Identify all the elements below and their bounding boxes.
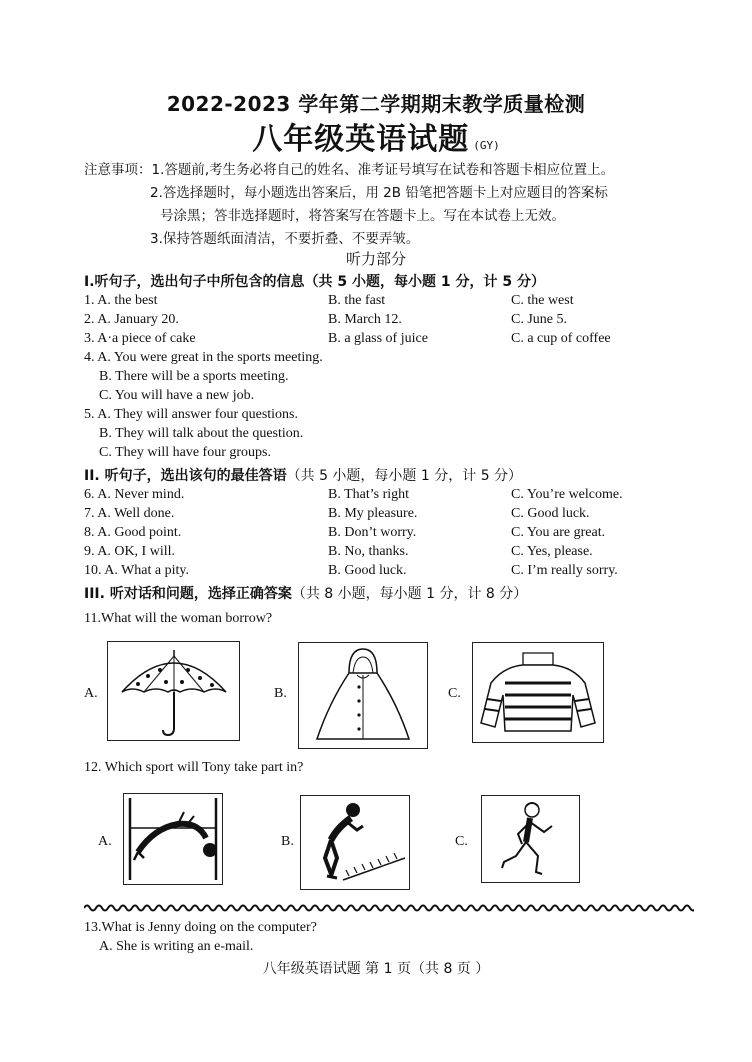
q11-label-b: B.: [274, 686, 287, 701]
q7-option-c: C. Good luck.: [511, 506, 590, 521]
q12-label-b: B.: [281, 834, 294, 849]
exam-title-main: 八年级英语试题: [252, 122, 470, 157]
exam-title-tag: (GY): [473, 139, 500, 152]
exam-title-line1: 2022-2023 学年第二学期期末教学质量检测: [166, 92, 586, 116]
note-line-1: 注意事项：1.答题前,考生务必将自己的姓名、准考证号填写在试卷和答题卡相应位置上。: [84, 162, 615, 178]
umbrella-image: [107, 641, 240, 741]
q9-option-a: 9. A. OK, I will.: [84, 544, 175, 559]
q8-option-b: B. Don’t worry.: [328, 525, 417, 540]
running-image: [481, 795, 580, 883]
q10-option-b: B. Good luck.: [328, 563, 407, 578]
q11-label-a: A.: [84, 686, 98, 701]
section2-heading-rest: （共 5 小题，每小题 1 分，计 5 分）: [286, 468, 523, 484]
q6-option-b: B. That’s right: [328, 487, 410, 502]
q8-option-a: 8. A. Good point.: [84, 525, 182, 540]
sweater-icon: [473, 643, 603, 742]
q6-option-c: C. You’re welcome.: [511, 487, 623, 502]
raincoat-image: [298, 642, 428, 749]
exam-title: [0, 114, 752, 158]
long-jump-image: [300, 795, 410, 890]
q7-option-a: 7. A. Well done.: [84, 506, 175, 521]
note-line-3: 号涂黑；答非选择题时，将答案写在答题卡上。写在本试卷上无效。: [160, 208, 565, 224]
q3-option-b: B. a glass of juice: [328, 331, 428, 346]
q9-option-c: C. Yes, please.: [511, 544, 593, 559]
q13-question: 13.What is Jenny doing on the computer?: [84, 920, 317, 935]
q3-option-c: C. a cup of coffee: [511, 331, 611, 346]
high-jump-icon: [124, 794, 222, 884]
q6-option-a: 6. A. Never mind.: [84, 487, 185, 502]
runner-icon: [482, 796, 579, 882]
cape-raincoat-icon: [299, 643, 427, 748]
q10-option-a: 10. A. What a pity.: [84, 563, 189, 578]
sweater-image: [472, 642, 604, 743]
q2-option-b: B. March 12.: [328, 312, 402, 327]
q12-label-a: A.: [98, 834, 112, 849]
high-jump-image: [123, 793, 223, 885]
q13-option-a: A. She is writing an e-mail.: [99, 939, 254, 954]
section3-heading-bold: III. 听对话和问题，选择正确答案: [84, 586, 292, 602]
note-line-2: 2.答选择题时，每小题选出答案后，用 2B 铅笔把答题卡上对应题目的答案标: [150, 185, 608, 201]
note-line-4: 3.保持答题纸面清洁，不要折叠、不要弄皱。: [150, 231, 420, 247]
q12-label-c: C.: [455, 834, 468, 849]
section3-heading: [84, 583, 527, 603]
long-jump-icon: [301, 796, 409, 889]
section2-heading-bold: II. 听句子，选出该句的最佳答语: [84, 468, 287, 484]
q3-option-a: 3. A·a piece of cake: [84, 331, 196, 346]
section2-heading: [84, 465, 522, 485]
umbrella-icon: [108, 642, 239, 740]
q10-option-c: C. I’m really sorry.: [511, 563, 618, 578]
q4-option-b: B. There will be a sports meeting.: [99, 369, 289, 384]
q7-option-b: B. My pleasure.: [328, 506, 418, 521]
q2-option-c: C. June 5.: [511, 312, 567, 327]
q12-question: 12. Which sport will Tony take part in?: [84, 760, 304, 775]
q9-option-b: B. No, thanks.: [328, 544, 409, 559]
q11-question: 11.What will the woman borrow?: [84, 611, 273, 626]
q1-option-b: B. the fast: [328, 293, 386, 308]
section1-heading: I.听句子，选出句子中所包含的信息（共 5 小题，每小题 1 分，计 5 分）: [84, 274, 545, 290]
listening-heading: 听力部分: [345, 250, 406, 268]
section3-heading-rest: （共 8 小题，每小题 1 分，计 8 分）: [291, 586, 528, 602]
q11-label-c: C.: [448, 686, 461, 701]
page-footer: 八年级英语试题 第 1 页（共 8 页 ）: [262, 961, 490, 977]
q5-option-a: 5. A. They will answer four questions.: [84, 407, 298, 422]
q2-option-a: 2. A. January 20.: [84, 312, 179, 327]
q4-option-c: C. You will have a new job.: [99, 388, 255, 403]
q5-option-c: C. They will have four groups.: [99, 445, 271, 460]
q5-option-b: B. They will talk about the question.: [99, 426, 304, 441]
q1-option-c: C. the west: [511, 293, 574, 308]
q8-option-c: C. You are great.: [511, 525, 606, 540]
q4-option-a: 4. A. You were great in the sports meeting.: [84, 350, 323, 365]
q1-option-a: 1. A. the best: [84, 293, 158, 308]
wave-divider: [84, 903, 694, 913]
